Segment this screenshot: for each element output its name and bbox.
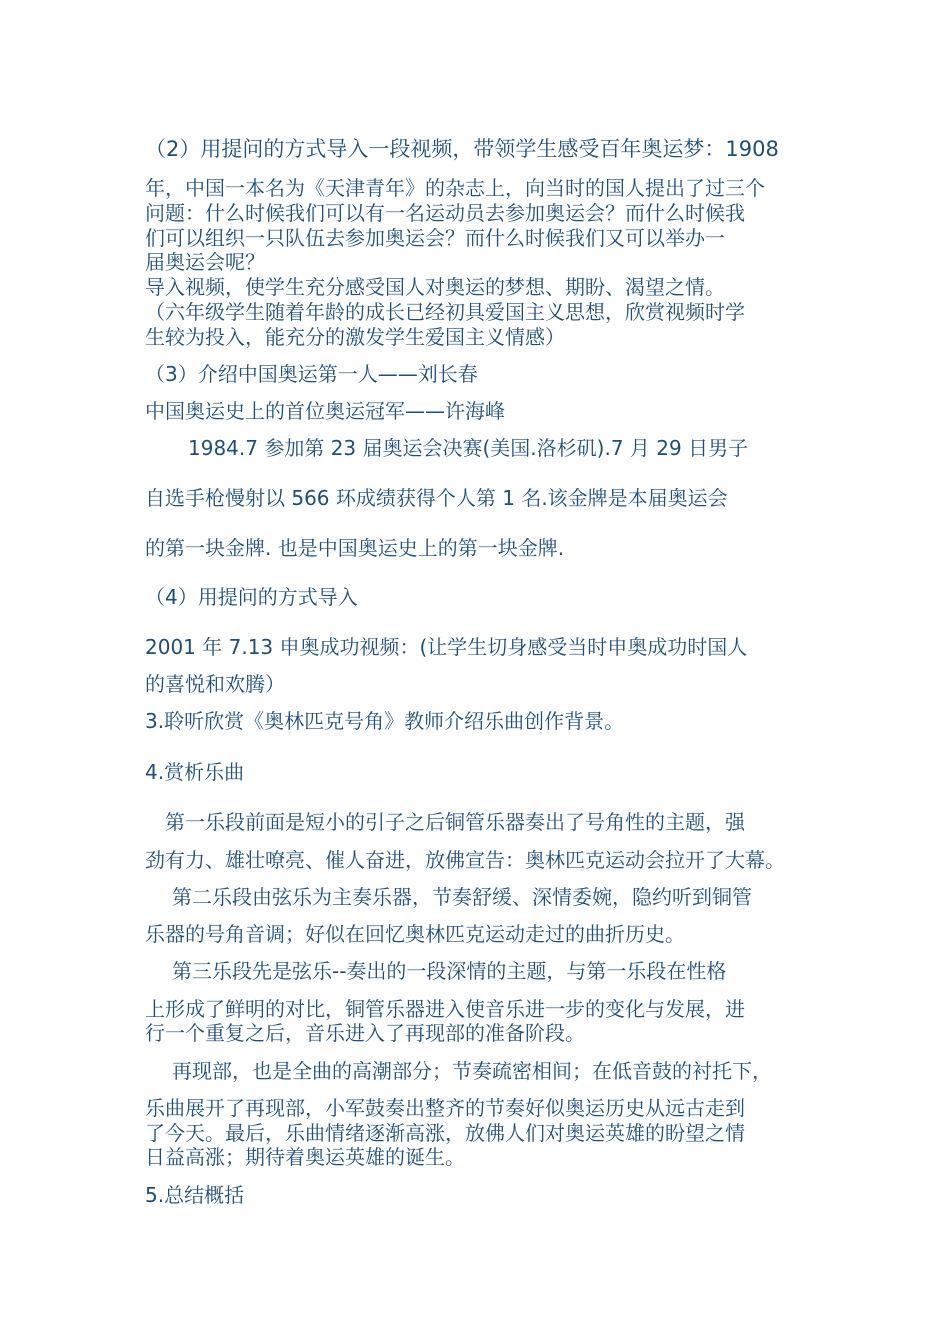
section-heading: 3.聆听欣赏《奥林匹克号角》教师介绍乐曲创作背景。 (145, 709, 625, 733)
text-line: 中国奥运史上的首位奥运冠军——许海峰 (145, 399, 505, 423)
text-line: 再现部，也是全曲的高潮部分；节奏疏密相间；在低音鼓的衬托下， (172, 1059, 772, 1083)
text-line: 第一乐段前面是短小的引子之后铜管乐器奏出了号角性的主题，强 (165, 810, 745, 834)
text-line: 第二乐段由弦乐为主奏乐器，节奏舒缓、深情委婉，隐约听到铜管 (172, 885, 752, 909)
text-line: 乐曲展开了再现部，小军鼓奏出整齐的节奏好似奥运历史从远古走到 (145, 1096, 745, 1120)
text-line: 行一个重复之后，音乐进入了再现部的准备阶段。 (145, 1021, 585, 1045)
text-line: 1984.7 参加第 23 届奥运会决赛(美国.洛杉矶).7 月 29 日男子 (188, 436, 749, 460)
text-line: 第三乐段先是弦乐--奏出的一段深情的主题，与第一乐段在性格 (172, 959, 727, 983)
section-heading: （4）用提问的方式导入 (145, 585, 358, 609)
text-line: 自选手枪慢射以 566 环成绩获得个人第 1 名.该金牌是本届奥运会 (145, 486, 728, 510)
text-line: 劲有力、雄壮嘹亮、催人奋进，放佛宣告：奥林匹克运动会拉开了大幕。 (145, 848, 785, 872)
text-line: 2001 年 7.13 申奥成功视频：(让学生切身感受当时申奥成功时国人 (145, 635, 748, 659)
text-line: 生较为投入，能充分的激发学生爱国主义情感） (145, 325, 565, 349)
text-line: （2）用提问的方式导入一段视频，带领学生感受百年奥运梦：1908 (145, 137, 779, 161)
text-line: 上形成了鲜明的对比，铜管乐器进入使音乐进一步的变化与发展，进 (145, 997, 745, 1021)
text-line: 问题：什么时候我们可以有一名运动员去参加奥运会？而什么时候我 (145, 201, 745, 225)
text-line: 导入视频，使学生充分感受国人对奥运的梦想、期盼、渴望之情。 (145, 275, 725, 299)
text-line: 们可以组织一只队伍去参加奥运会？而什么时候我们又可以举办一 (145, 226, 725, 250)
text-line: 的喜悦和欢腾） (145, 672, 285, 696)
text-line: 乐器的号角音调；好似在回忆奥林匹克运动走过的曲折历史。 (145, 922, 685, 946)
text-line: 年，中国一本名为《天津青年》的杂志上，向当时的国人提出了过三个 (145, 176, 765, 200)
text-line: 了今天。最后，乐曲情绪逐渐高涨，放佛人们对奥运英雄的盼望之情 (145, 1121, 745, 1145)
text-line: 的第一块金牌. 也是中国奥运史上的第一块金牌. (145, 536, 565, 560)
text-line: 日益高涨；期待着奥运英雄的诞生。 (145, 1145, 465, 1169)
section-heading: 4.赏析乐曲 (145, 760, 245, 784)
text-line: 届奥运会呢？ (145, 250, 265, 274)
section-heading: （3）介绍中国奥运第一人——刘长春 (145, 362, 478, 386)
text-line: （六年级学生随着年龄的成长已经初具爱国主义思想，欣赏视频时学 (145, 300, 745, 324)
section-heading: 5.总结概括 (145, 1183, 245, 1207)
